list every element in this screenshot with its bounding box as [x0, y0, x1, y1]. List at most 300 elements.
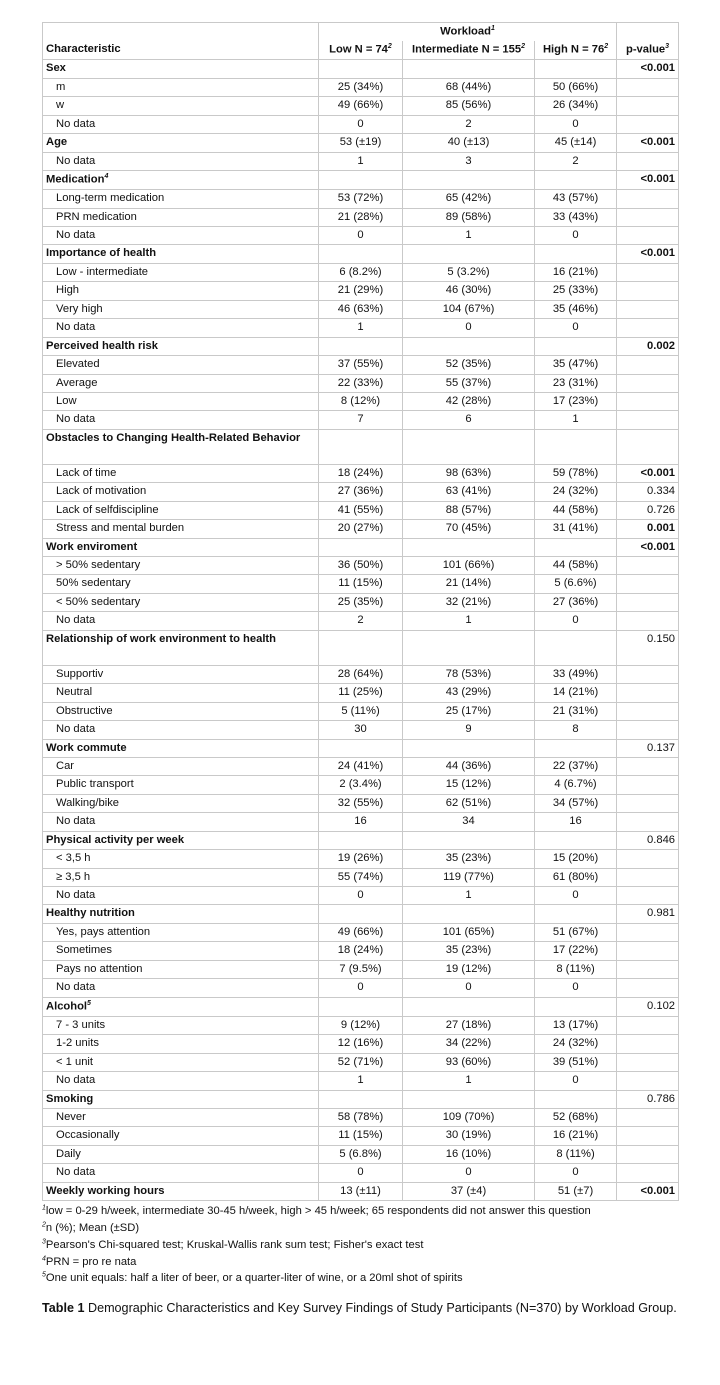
cell-pvalue — [617, 190, 679, 208]
table-row — [43, 392, 679, 410]
table-group-row — [43, 997, 679, 1016]
cell-intermediate: 109 (70%) — [403, 1109, 535, 1127]
cell-pvalue — [617, 152, 679, 170]
cell-low: 52 (71%) — [319, 1053, 403, 1071]
cell-pvalue — [617, 78, 679, 96]
cell-low: 18 (24%) — [319, 464, 403, 482]
cell-low: 1 — [319, 152, 403, 170]
row-label: No data — [43, 115, 319, 133]
cell-intermediate: 101 (66%) — [403, 557, 535, 575]
row-label: Sometimes — [43, 942, 319, 960]
table-container — [42, 22, 678, 1316]
cell-intermediate: 6 — [403, 411, 535, 429]
table-row — [43, 887, 679, 905]
row-label: No data — [43, 152, 319, 170]
row-label: 1-2 units — [43, 1035, 319, 1053]
cell-intermediate: 89 (58%) — [403, 208, 535, 226]
row-label: No data — [43, 721, 319, 739]
cell-intermediate: 119 (77%) — [403, 868, 535, 886]
cell-high — [535, 337, 617, 355]
cell-intermediate — [403, 170, 535, 189]
cell-intermediate: 35 (23%) — [403, 850, 535, 868]
cell-pvalue — [617, 392, 679, 410]
cell-high: 44 (58%) — [535, 501, 617, 519]
cell-high: 39 (51%) — [535, 1053, 617, 1071]
table-caption — [42, 1301, 678, 1316]
cell-intermediate: 1 — [403, 612, 535, 630]
cell-intermediate — [403, 739, 535, 757]
cell-low: 13 (±11) — [319, 1182, 403, 1200]
table-row — [43, 757, 679, 775]
cell-high: 24 (32%) — [535, 1035, 617, 1053]
row-label: Elevated — [43, 356, 319, 374]
row-label: Lack of motivation — [43, 483, 319, 501]
cell-high: 0 — [535, 1072, 617, 1090]
table-row — [43, 483, 679, 501]
cell-intermediate: 32 (21%) — [403, 593, 535, 611]
cell-low: 30 — [319, 721, 403, 739]
cell-high: 16 — [535, 813, 617, 831]
cell-pvalue — [617, 776, 679, 794]
row-label: ≥ 3,5 h — [43, 868, 319, 886]
table-row — [43, 263, 679, 281]
table-row — [43, 227, 679, 245]
row-label: 50% sedentary — [43, 575, 319, 593]
cell-pvalue: <0.001 — [617, 134, 679, 152]
row-label: Low — [43, 392, 319, 410]
cell-high: 4 (6.7%) — [535, 776, 617, 794]
cell-intermediate: 25 (17%) — [403, 702, 535, 720]
cell-high — [535, 170, 617, 189]
cell-pvalue: 0.334 — [617, 483, 679, 501]
cell-low: 8 (12%) — [319, 392, 403, 410]
cell-low — [319, 905, 403, 923]
cell-low — [319, 60, 403, 78]
table-row — [43, 78, 679, 96]
cell-pvalue — [617, 208, 679, 226]
cell-pvalue: 0.981 — [617, 905, 679, 923]
cell-low: 11 (15%) — [319, 1127, 403, 1145]
cell-low: 11 (25%) — [319, 684, 403, 702]
intermediate-header: Intermediate $N = 155^2$ — [403, 41, 535, 60]
table-group-row — [43, 134, 679, 152]
cell-pvalue: <0.001 — [617, 464, 679, 482]
cell-low — [319, 831, 403, 849]
row-label: < 3,5 h — [43, 850, 319, 868]
cell-low: 49 (66%) — [319, 97, 403, 115]
row-label: < 50% sedentary — [43, 593, 319, 611]
row-label: Low - intermediate — [43, 263, 319, 281]
cell-pvalue: <0.001 — [617, 538, 679, 556]
cell-intermediate: 65 (42%) — [403, 190, 535, 208]
cell-high: 8 (11%) — [535, 1145, 617, 1163]
cell-high — [535, 429, 617, 464]
high-header: High $N = 76^2$ — [535, 41, 617, 60]
cell-low: 27 (36%) — [319, 483, 403, 501]
table-row — [43, 868, 679, 886]
cell-intermediate: 37 (±4) — [403, 1182, 535, 1200]
row-label: Public transport — [43, 776, 319, 794]
row-label: Work commute — [43, 739, 319, 757]
table-group-row — [43, 905, 679, 923]
cell-high: 24 (32%) — [535, 483, 617, 501]
row-label: m — [43, 78, 319, 96]
cell-pvalue — [617, 612, 679, 630]
cell-low: 25 (34%) — [319, 78, 403, 96]
cell-intermediate — [403, 429, 535, 464]
cell-low: 0 — [319, 115, 403, 133]
cell-pvalue — [617, 557, 679, 575]
characteristics-table — [42, 22, 679, 1201]
cell-high: 52 (68%) — [535, 1109, 617, 1127]
row-label: No data — [43, 1072, 319, 1090]
cell-intermediate: 27 (18%) — [403, 1016, 535, 1034]
table-row — [43, 97, 679, 115]
cell-pvalue — [617, 757, 679, 775]
cell-pvalue — [617, 1145, 679, 1163]
table-row — [43, 684, 679, 702]
row-label: Lack of selfdiscipline — [43, 501, 319, 519]
cell-high — [535, 245, 617, 263]
cell-intermediate: 34 — [403, 813, 535, 831]
cell-pvalue — [617, 356, 679, 374]
row-label: Physical activity per week — [43, 831, 319, 849]
row-label: Alcohol$^5$ — [43, 997, 319, 1016]
cell-high: 16 (21%) — [535, 263, 617, 281]
cell-high: 0 — [535, 1164, 617, 1182]
cell-pvalue: 0.102 — [617, 997, 679, 1016]
row-label: Pays no attention — [43, 960, 319, 978]
cell-intermediate: 52 (35%) — [403, 356, 535, 374]
table-row — [43, 850, 679, 868]
footnote: $^1$low = 0-29 h/week, intermediate 30-45 h/week, high > 45 h/week; 65 respondents did not answer this question — [42, 1204, 591, 1218]
cell-low — [319, 1090, 403, 1108]
cell-high: 34 (57%) — [535, 794, 617, 812]
table-row — [43, 557, 679, 575]
table-row — [43, 374, 679, 392]
cell-intermediate: 5 (3.2%) — [403, 263, 535, 281]
table-row — [43, 593, 679, 611]
cell-pvalue — [617, 300, 679, 318]
cell-pvalue — [617, 702, 679, 720]
cell-low: 21 (29%) — [319, 282, 403, 300]
cell-intermediate: 0 — [403, 979, 535, 997]
cell-intermediate: 16 (10%) — [403, 1145, 535, 1163]
cell-high: 59 (78%) — [535, 464, 617, 482]
cell-low: 32 (55%) — [319, 794, 403, 812]
cell-pvalue: 0.001 — [617, 520, 679, 538]
cell-pvalue — [617, 979, 679, 997]
row-label: Car — [43, 757, 319, 775]
table-group-row — [43, 337, 679, 355]
table-row — [43, 612, 679, 630]
cell-low: 0 — [319, 1164, 403, 1182]
cell-low — [319, 337, 403, 355]
table-row — [43, 300, 679, 318]
row-label: No data — [43, 887, 319, 905]
cell-pvalue — [617, 374, 679, 392]
cell-high: 45 (±14) — [535, 134, 617, 152]
cell-intermediate: 30 (19%) — [403, 1127, 535, 1145]
cell-pvalue — [617, 1109, 679, 1127]
cell-low: 11 (15%) — [319, 575, 403, 593]
cell-intermediate: 0 — [403, 1164, 535, 1182]
cell-low: 2 (3.4%) — [319, 776, 403, 794]
cell-intermediate: 63 (41%) — [403, 483, 535, 501]
row-label: Daily — [43, 1145, 319, 1163]
cell-high — [535, 739, 617, 757]
cell-high: 17 (22%) — [535, 942, 617, 960]
footnotes — [42, 1203, 678, 1287]
cell-high: 17 (23%) — [535, 392, 617, 410]
header-row-columns — [43, 41, 679, 60]
cell-low: 0 — [319, 887, 403, 905]
cell-intermediate: 55 (37%) — [403, 374, 535, 392]
cell-low: 1 — [319, 319, 403, 337]
cell-pvalue: 0.846 — [617, 831, 679, 849]
cell-intermediate: 93 (60%) — [403, 1053, 535, 1071]
cell-high — [535, 905, 617, 923]
row-label: Weekly working hours — [43, 1182, 319, 1200]
table-group-row — [43, 630, 679, 665]
cell-pvalue — [617, 429, 679, 464]
table-row — [43, 356, 679, 374]
cell-high: 0 — [535, 319, 617, 337]
cell-pvalue — [617, 684, 679, 702]
row-label: Obstacles to Changing Health-Related Behavior — [43, 429, 319, 464]
cell-intermediate: 19 (12%) — [403, 960, 535, 978]
row-label: Relationship of work environment to health — [43, 630, 319, 665]
cell-low: 7 — [319, 411, 403, 429]
cell-high: 1 — [535, 411, 617, 429]
cell-intermediate: 43 (29%) — [403, 684, 535, 702]
table-row — [43, 1127, 679, 1145]
cell-intermediate: 70 (45%) — [403, 520, 535, 538]
cell-low — [319, 997, 403, 1016]
cell-pvalue — [617, 850, 679, 868]
table-row — [43, 501, 679, 519]
table-group-row — [43, 831, 679, 849]
table-row — [43, 464, 679, 482]
cell-low: 28 (64%) — [319, 665, 403, 683]
cell-low: 12 (16%) — [319, 1035, 403, 1053]
table-row — [43, 1035, 679, 1053]
cell-low — [319, 245, 403, 263]
cell-intermediate — [403, 60, 535, 78]
cell-low: 58 (78%) — [319, 1109, 403, 1127]
row-label: Sex — [43, 60, 319, 78]
cell-pvalue — [617, 665, 679, 683]
cell-intermediate: 85 (56%) — [403, 97, 535, 115]
row-label: Obstructive — [43, 702, 319, 720]
cell-pvalue — [617, 1127, 679, 1145]
cell-pvalue — [617, 115, 679, 133]
row-label: Never — [43, 1109, 319, 1127]
cell-high — [535, 1090, 617, 1108]
cell-high: 2 — [535, 152, 617, 170]
cell-high: 51 (67%) — [535, 923, 617, 941]
table-row — [43, 411, 679, 429]
table-row — [43, 665, 679, 683]
cell-pvalue: <0.001 — [617, 1182, 679, 1200]
cell-high: 27 (36%) — [535, 593, 617, 611]
table-row — [43, 152, 679, 170]
cell-low: 18 (24%) — [319, 942, 403, 960]
cell-high: 35 (46%) — [535, 300, 617, 318]
cell-high: 25 (33%) — [535, 282, 617, 300]
row-label: No data — [43, 1164, 319, 1182]
table-row — [43, 702, 679, 720]
cell-high: 22 (37%) — [535, 757, 617, 775]
cell-intermediate: 40 (±13) — [403, 134, 535, 152]
cell-high: 51 (±7) — [535, 1182, 617, 1200]
cell-low: 46 (63%) — [319, 300, 403, 318]
row-label: Walking/bike — [43, 794, 319, 812]
cell-intermediate: 62 (51%) — [403, 794, 535, 812]
cell-intermediate — [403, 905, 535, 923]
cell-pvalue — [617, 721, 679, 739]
cell-pvalue — [617, 97, 679, 115]
cell-high — [535, 538, 617, 556]
cell-high — [535, 997, 617, 1016]
table-group-row — [43, 429, 679, 464]
row-label: No data — [43, 813, 319, 831]
cell-high: 0 — [535, 887, 617, 905]
row-label: No data — [43, 612, 319, 630]
table-row — [43, 776, 679, 794]
cell-high: 0 — [535, 979, 617, 997]
table-row — [43, 208, 679, 226]
cell-high: 0 — [535, 227, 617, 245]
cell-low: 2 — [319, 612, 403, 630]
row-label: High — [43, 282, 319, 300]
table-group-row — [43, 538, 679, 556]
header-row-workload — [43, 23, 679, 42]
cell-low: 24 (41%) — [319, 757, 403, 775]
cell-intermediate: 78 (53%) — [403, 665, 535, 683]
workload-header: Workload$^1$ — [319, 23, 617, 42]
cell-pvalue — [617, 1072, 679, 1090]
cell-high: 8 — [535, 721, 617, 739]
cell-high: 14 (21%) — [535, 684, 617, 702]
table-row — [43, 1053, 679, 1071]
cell-pvalue: <0.001 — [617, 60, 679, 78]
row-label: No data — [43, 227, 319, 245]
cell-pvalue — [617, 1016, 679, 1034]
cell-pvalue: 0.002 — [617, 337, 679, 355]
cell-high: 31 (41%) — [535, 520, 617, 538]
table-row — [43, 115, 679, 133]
cell-low: 55 (74%) — [319, 868, 403, 886]
table-row — [43, 1164, 679, 1182]
cell-pvalue — [617, 794, 679, 812]
cell-low: 20 (27%) — [319, 520, 403, 538]
cell-low: 1 — [319, 1072, 403, 1090]
cell-low — [319, 170, 403, 189]
table-row — [43, 1109, 679, 1127]
cell-high: 35 (47%) — [535, 356, 617, 374]
cell-high: 0 — [535, 115, 617, 133]
cell-pvalue — [617, 411, 679, 429]
cell-pvalue: 0.726 — [617, 501, 679, 519]
table-row — [43, 721, 679, 739]
cell-low: 53 (±19) — [319, 134, 403, 152]
cell-pvalue — [617, 319, 679, 337]
cell-intermediate: 9 — [403, 721, 535, 739]
pvalue-header: p-value$^3$ — [617, 41, 679, 60]
row-label: PRN medication — [43, 208, 319, 226]
cell-high: 0 — [535, 612, 617, 630]
cell-high: 61 (80%) — [535, 868, 617, 886]
footnote: $^5$One unit equals: half a liter of beer, or a quarter-liter of wine, or a 20ml shot of spirits — [42, 1271, 463, 1285]
table-row — [43, 923, 679, 941]
row-label: Average — [43, 374, 319, 392]
table-group-row — [43, 245, 679, 263]
cell-pvalue — [617, 887, 679, 905]
cell-low: 25 (35%) — [319, 593, 403, 611]
table-row — [43, 942, 679, 960]
cell-intermediate — [403, 630, 535, 665]
cell-high: 33 (43%) — [535, 208, 617, 226]
cell-low — [319, 739, 403, 757]
row-label: Perceived health risk — [43, 337, 319, 355]
cell-low: 9 (12%) — [319, 1016, 403, 1034]
cell-pvalue — [617, 923, 679, 941]
row-label: Smoking — [43, 1090, 319, 1108]
row-label: < 1 unit — [43, 1053, 319, 1071]
cell-low: 21 (28%) — [319, 208, 403, 226]
caption-label: Table 1 — [42, 1301, 85, 1316]
row-label: Occasionally — [43, 1127, 319, 1145]
low-header: Low $N = 74^2$ — [319, 41, 403, 60]
cell-low: 36 (50%) — [319, 557, 403, 575]
cell-low: 41 (55%) — [319, 501, 403, 519]
cell-intermediate: 0 — [403, 319, 535, 337]
cell-intermediate: 1 — [403, 887, 535, 905]
row-label: No data — [43, 411, 319, 429]
cell-high: 8 (11%) — [535, 960, 617, 978]
table-row — [43, 979, 679, 997]
cell-low: 49 (66%) — [319, 923, 403, 941]
row-label: No data — [43, 319, 319, 337]
cell-pvalue — [617, 942, 679, 960]
characteristic-header: Characteristic — [43, 41, 319, 60]
cell-intermediate: 1 — [403, 1072, 535, 1090]
cell-high: 44 (58%) — [535, 557, 617, 575]
table-row — [43, 1072, 679, 1090]
cell-intermediate: 1 — [403, 227, 535, 245]
cell-intermediate: 15 (12%) — [403, 776, 535, 794]
footnote: $^2$n (%); Mean (±SD) — [42, 1221, 140, 1234]
cell-high: 13 (17%) — [535, 1016, 617, 1034]
cell-pvalue — [617, 263, 679, 281]
cell-pvalue — [617, 1053, 679, 1071]
row-label: Lack of time — [43, 464, 319, 482]
row-label: Importance of health — [43, 245, 319, 263]
cell-low — [319, 429, 403, 464]
cell-intermediate: 44 (36%) — [403, 757, 535, 775]
table-row — [43, 960, 679, 978]
cell-pvalue: 0.150 — [617, 630, 679, 665]
cell-intermediate — [403, 831, 535, 849]
cell-low: 53 (72%) — [319, 190, 403, 208]
cell-intermediate — [403, 337, 535, 355]
cell-intermediate: 2 — [403, 115, 535, 133]
cell-pvalue — [617, 813, 679, 831]
cell-pvalue — [617, 1035, 679, 1053]
cell-intermediate — [403, 245, 535, 263]
cell-intermediate — [403, 1090, 535, 1108]
